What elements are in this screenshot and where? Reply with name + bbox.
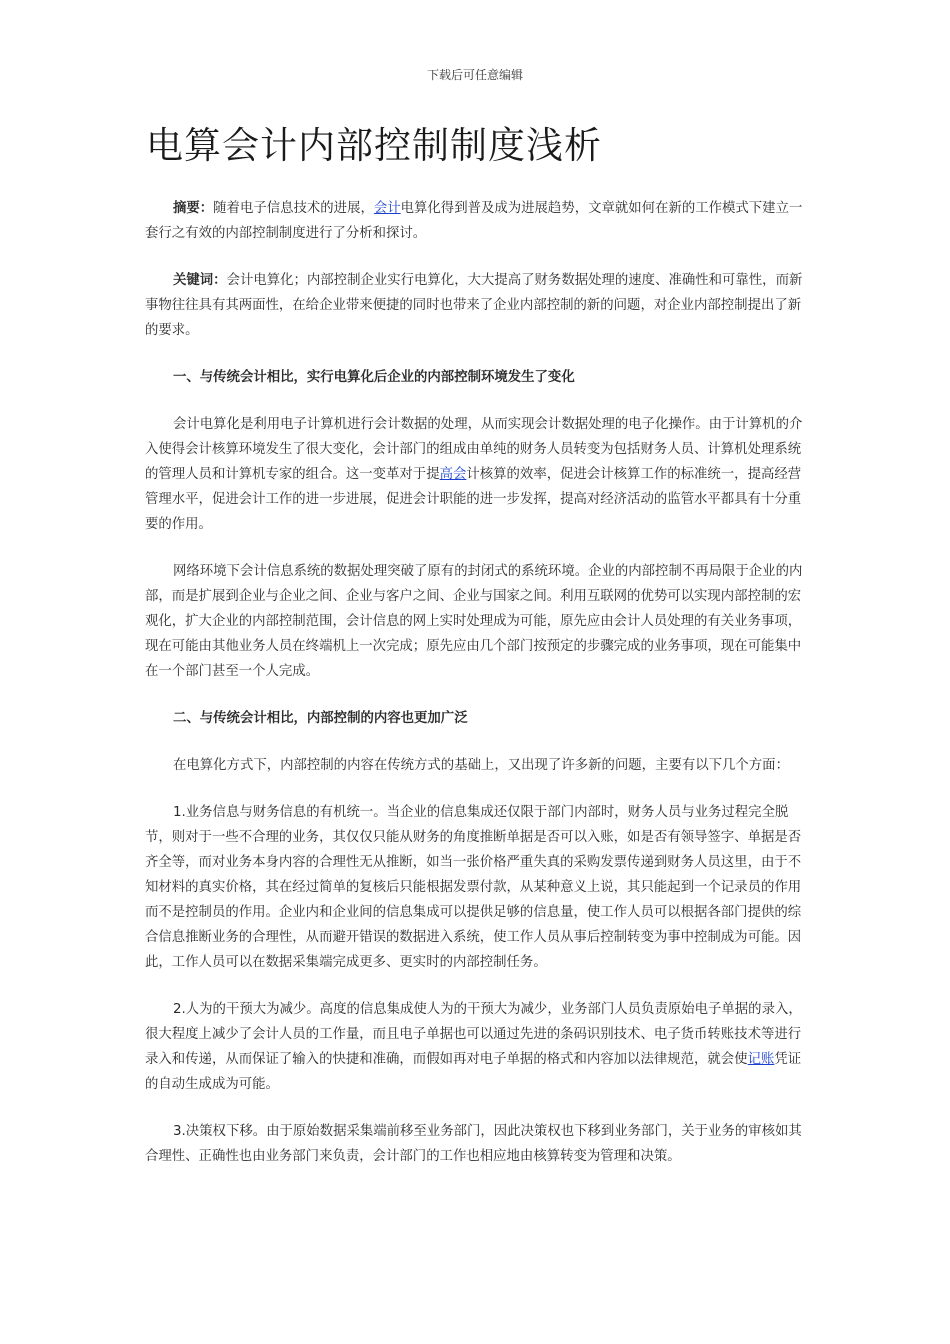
abstract-text-end: 电算化得到普及成为进展趋势，文章就如何在新的工作模式下建立一套行之有效的内部控制制度进行了分析和探讨。 bbox=[145, 201, 803, 241]
document-title: 电算会计内部控制制度浅析 bbox=[146, 124, 602, 167]
section1-paragraph-2: 网络环境下会计信息系统的数据处理突破了原有的封闭式的系统环境。企业的内部控制不再局限于企业的内部，而是扩展到企业与企业之间、企业与客户之间、企业与国家之间。利用互联网的优势可以实现内部控制的宏观化，扩大企业的内部控制范围，会计信息的网上实时处理成为可能，原先应由会计人员处理的有关业务事项，现在可能由其他业务人员在终端机上一次完成；原先应由几个部门按预定的步骤完成的业务事项，现在可能集中在一个部门甚至一个人完成。 bbox=[145, 564, 803, 679]
section2-intro: 在电算化方式下，内部控制的内容在传统方式的基础上，又出现了许多新的问题，主要有以下几个方面： bbox=[173, 758, 789, 773]
section2-link-jizhang[interactable]: 记账 bbox=[747, 1052, 775, 1067]
keywords-paragraph bbox=[145, 268, 811, 343]
abstract-paragraph bbox=[145, 196, 811, 246]
document-body bbox=[145, 196, 811, 1191]
section2-item-1: 1.业务信息与财务信息的有机统一。当企业的信息集成还仅限于部门内部时，财务人员与业务过程完全脱节，则对于一些不合理的业务，其仅仅只能从财务的角度推断单据是否可以入账，如是否有领导签字、单据是否齐全等，而对业务本身内容的合理性无从推断，如当一张价格严重失真的采购发票传递到财务人员这里，由于不知材料的真实价格，其在经过简单的复核后只能根据发票付款，从某种意义上说，其只能起到一个记录员的作用而不是控制员的作用。企业内和企业间的信息集成可以提供足够的信息量，使工作人员可以根据各部门提供的综合信息推断业务的合理性，从而避开错误的数据进入系统，使工作人员从事后控制转变为事中控制成为可能。因此，工作人员可以在数据采集端完成更多、更实时的内部控制任务。 bbox=[145, 805, 802, 970]
section2-item-3: 3.决策权下移。由于原始数据采集端前移至业务部门，因此决策权也下移到业务部门，关于业务的审核如其合理性、正确性也由业务部门来负责，会计部门的工作也相应地由核算转变为管理和决策。 bbox=[145, 1124, 802, 1164]
section2-item-2 bbox=[145, 997, 811, 1097]
section1-heading: 一、与传统会计相比，实行电算化后企业的内部控制环境发生了变化 bbox=[173, 370, 575, 385]
keywords-text: 会计电算化；内部控制企业实行电算化，大大提高了财务数据处理的速度、准确性和可靠性，而新事物往往具有其两面性，在给企业带来便捷的同时也带来了企业内部控制的新的问题，对企业内部控制提出了新的要求。 bbox=[145, 273, 803, 338]
abstract-text-start: 随着电子信息技术的进展， bbox=[213, 201, 374, 216]
abstract-link-kuaiji[interactable]: 会计 bbox=[373, 201, 401, 216]
abstract-label: 摘要： bbox=[173, 201, 214, 216]
section1-p1-text-start: 会计电算化是利用电子计算机进行会计数据的处理，从而实现会计数据处理的电子化操作。由于计算机的介入使得会计核算环境发生了很大变化，会计部门的组成由单纯的财务人员转变为包括财务人员、计算机处理系统的管理人员和计算机专家的组合。这一变革对于提 bbox=[145, 417, 803, 482]
section2-item2-text-start: 2.人为的干预大为减少。高度的信息集成使人为的干预大为减少，业务部门人员负责原始电子单据的录入，很大程度上减少了会计人员的工作量，而且电子单据也可以通过先进的条码识别技术、电子货币转账技术等进行录入和传递，从而保证了输入的快捷和准确，而假如再对电子单据的格式和内容加以法律规范，就会使 bbox=[145, 1002, 802, 1067]
section1-paragraph-1 bbox=[145, 412, 811, 537]
section1-p1-text-end: 计核算的效率，促进会计核算工作的标准统一，提高经营管理水平，促进会计工作的进一步进展，促进会计职能的进一步发挥，提高对经济活动的监管水平都具有十分重要的作用。 bbox=[145, 467, 802, 532]
keywords-label: 关键词： bbox=[173, 273, 227, 288]
section2-heading: 二、与传统会计相比，内部控制的内容也更加广泛 bbox=[173, 711, 468, 726]
page-header-note: 下载后可任意编辑 bbox=[426, 68, 523, 82]
section2-item2-text-end: 凭证的自动生成成为可能。 bbox=[145, 1052, 802, 1092]
section1-link-gaohui[interactable]: 高会 bbox=[439, 467, 467, 482]
